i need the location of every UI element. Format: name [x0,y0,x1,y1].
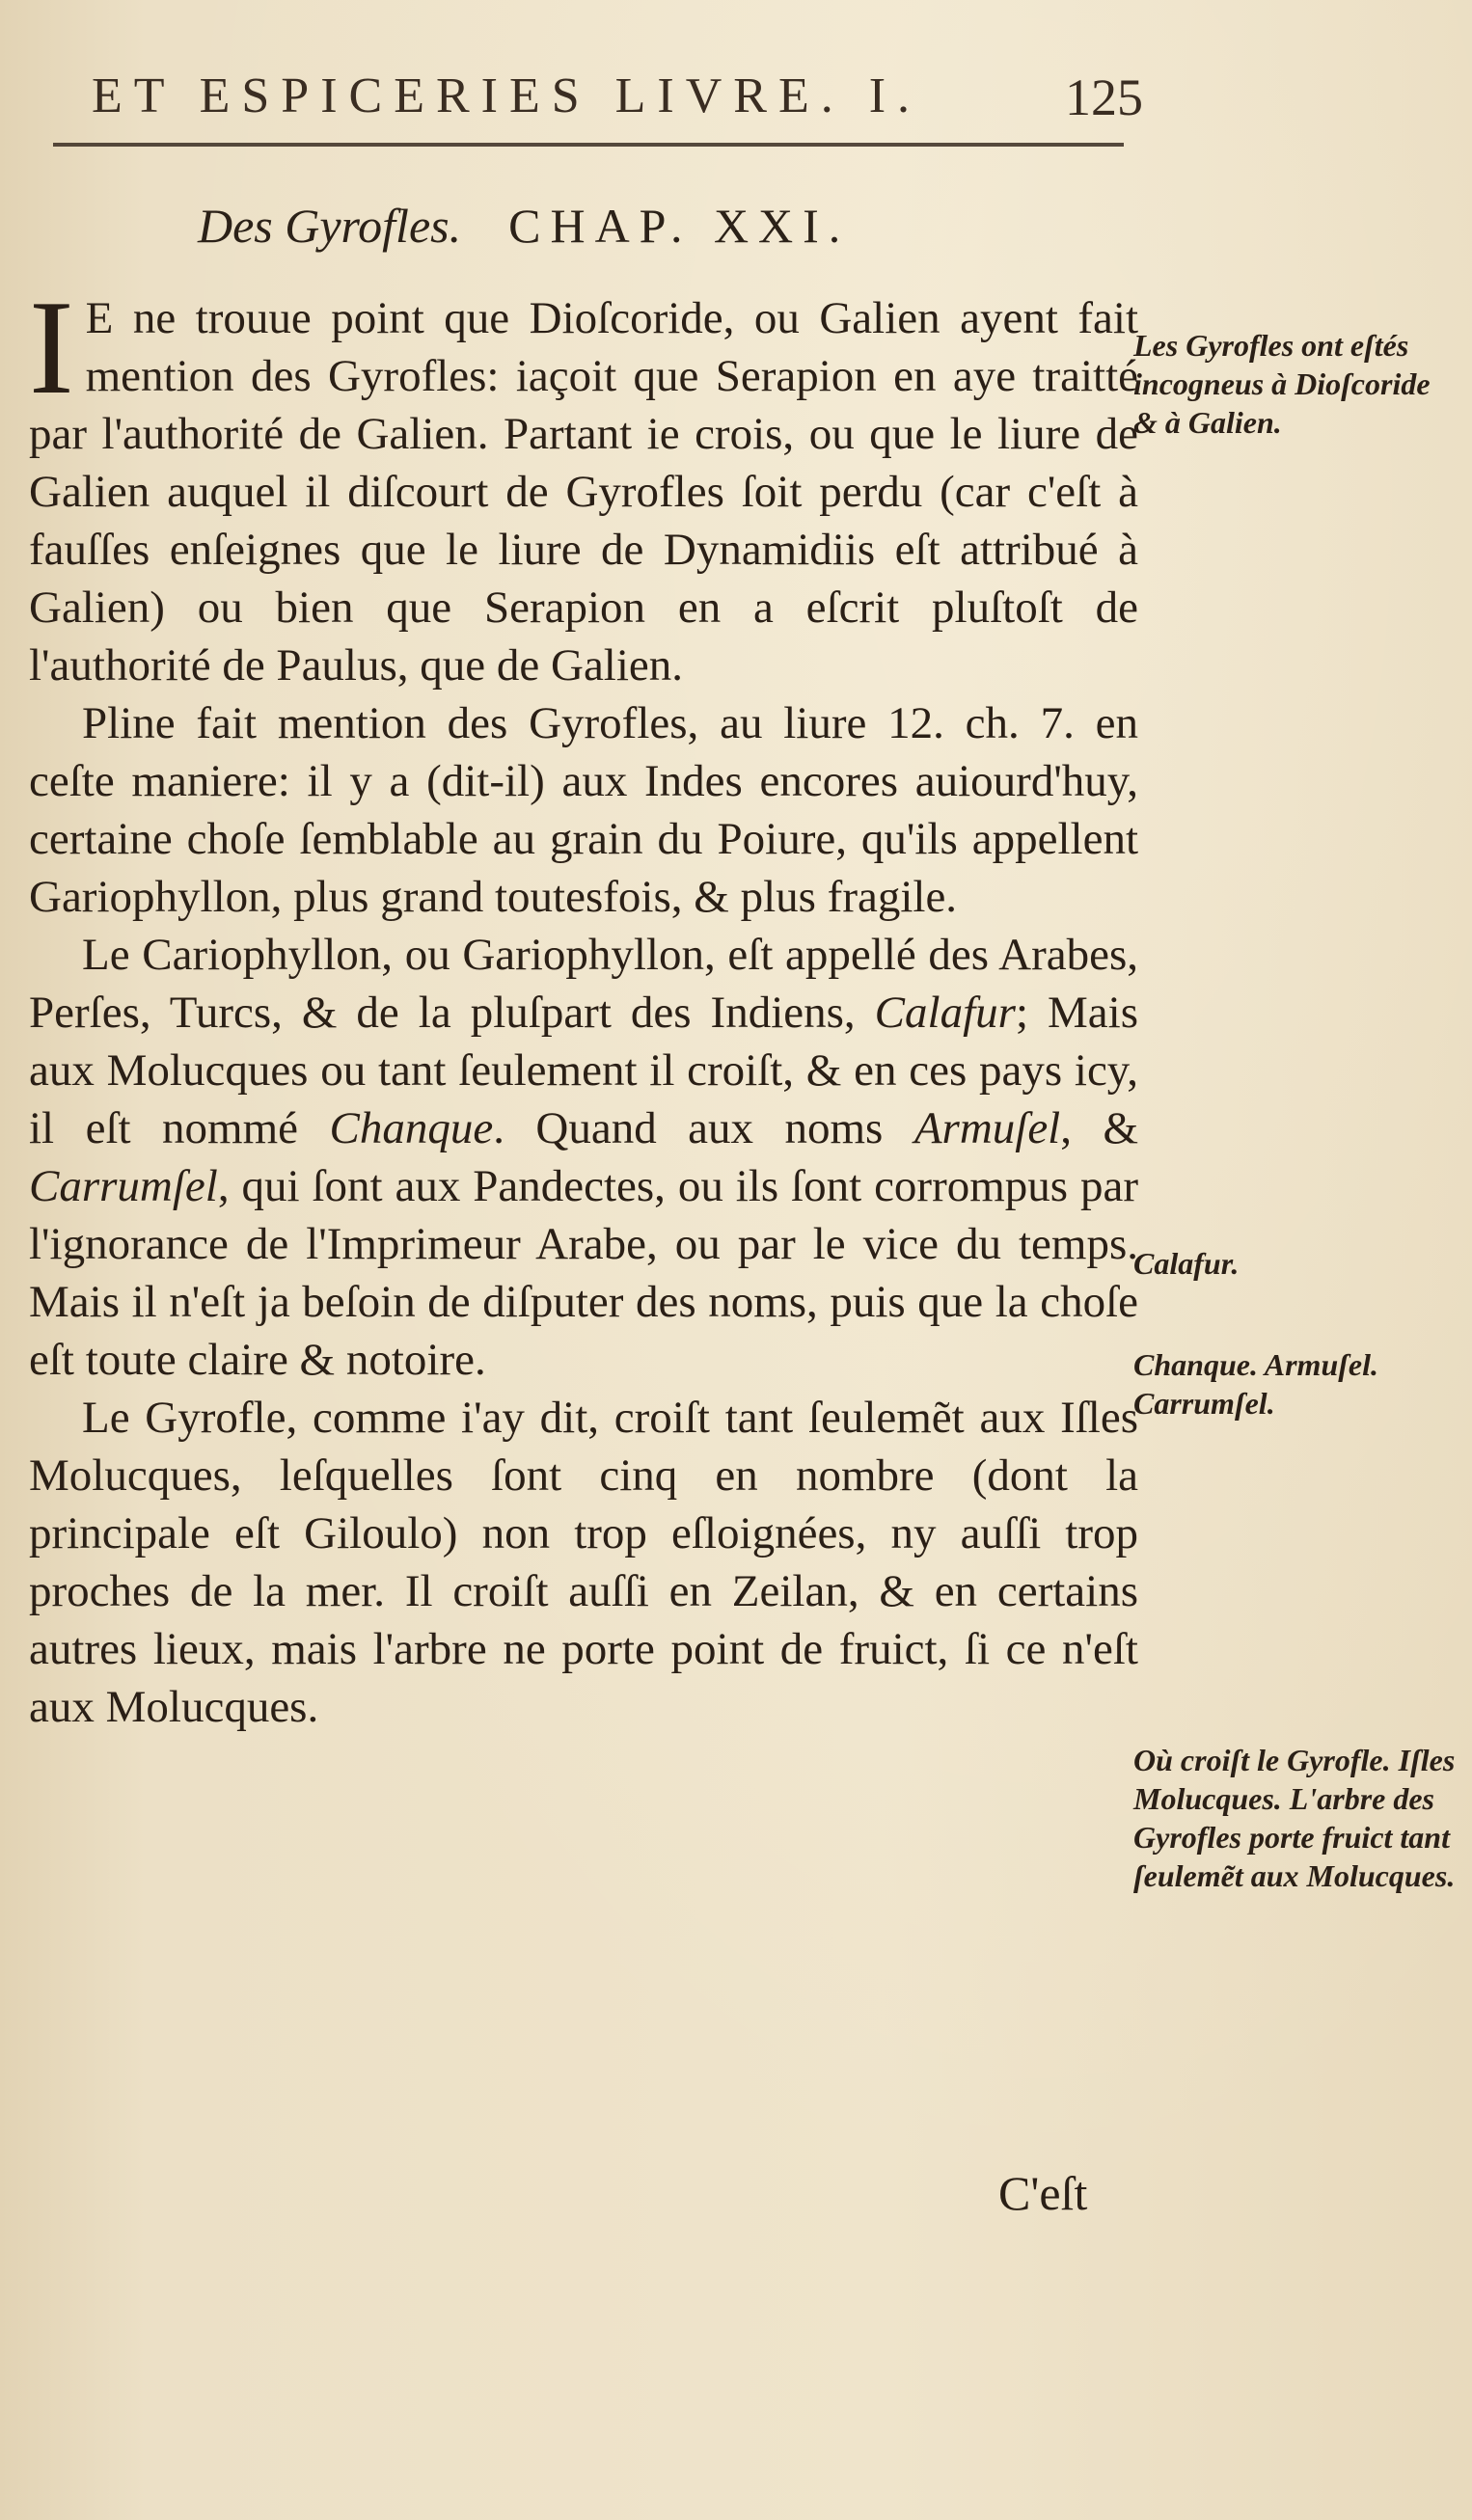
paragraph-text: ; Mais aux Molucques ou tant ſeulement il croiſt, & en ces pays icy, il eſt nommé [29,988,1138,1153]
drop-cap: I [29,273,74,422]
paragraph-text: Le Cariophyllon, ou Gariophyllon, eſt appellé des Arabes, Perſes, Turcs, & de la pluſpart des Indiens, [29,930,1138,1038]
chapter-heading [198,198,850,265]
page-header [92,68,1143,135]
italic-term: Carrumſel [29,1161,218,1211]
paragraph-text: , & [1060,1103,1139,1153]
paragraph-3 [29,926,1138,1389]
margin-note: Calafur. [1133,1246,1240,1281]
italic-term: Calafur [874,988,1016,1038]
paragraph-2 [29,694,1138,926]
paragraph-1 [29,273,1138,694]
chapter-title: Des Gyrofles. [198,199,462,253]
paragraph-text: , qui ſont aux Pandectes, ou ils ſont corrompus par l'ignorance de l'Imprimeur Arabe, ou par le vice du temps. Mais il n'eſt ja beſoin de diſputer des noms, puis que la choſe eſt toute claire & notoire. [29,1161,1138,1385]
paragraph-text: Le Gyrofle, comme i'ay dit, croiſt tant ſeulemẽt aux Iſles Molucques, leſquelles ſont cinq en nombre (dont la principale eſt Giloulo) non trop eſloignées, ny auſſi trop proches de la mer. Il croiſt auſſi en Zeilan, & en certains autres lieux, mais l'arbre ne porte point de fruict, ſi ce n'eſt aux Molucques. [29,1393,1138,1732]
body-text [29,273,1139,1736]
italic-term: Armuſel [913,1103,1061,1153]
catchword: C'eſt [998,2166,1088,2220]
paragraph-text: Pline fait mention des Gyrofles, au liure 12. ch. 7. en ceſte maniere: il y a (dit-il) aux Indes encores auiourd'huy, certaine choſe ſemblable au grain du Poiure, qu'ils appellent Gariophyllon, plus grand toutesfois, & plus fragile. [29,698,1138,922]
margin-note: Les Gyrofles ont eſtés incogneus à Dioſcoride & à Galien. [1133,328,1431,440]
margin-note: Chanque. Armuſel. Carrumſel. [1133,1347,1378,1421]
paragraph-4 [29,1389,1138,1736]
paragraph-text: E ne trouue point que Dioſcoride, ou Galien ayent fait mention des Gyrofles: iaçoit que Serapion en aye traitté par l'authorité de Galien. Partant ie crois, ou que le liure de Galien auquel il diſcourt de Gyrofles ſoit perdu (car c'eſt à fauſſes enſeignes que le liure de Dynamidiis eſt attribué à Galien) ou bien que Serapion en a eſcrit pluſtoſt de l'authorité de Paulus, que de Galien. [29,293,1138,691]
italic-term: Chanque [329,1103,494,1153]
page-number: 125 [1065,68,1143,126]
header-rule [53,143,1124,147]
margin-note: Où croiſt le Gyrofle. Iſles Molucques. L'arbre des Gyrofles porte fruict tant ſeulemẽt aux Molucques. [1133,1743,1456,1893]
running-title: ET ESPICERIES LIVRE. I. [92,68,922,123]
paragraph-text: . Quand aux noms [493,1103,914,1153]
chapter-number: CHAP. XXI. [508,199,851,253]
